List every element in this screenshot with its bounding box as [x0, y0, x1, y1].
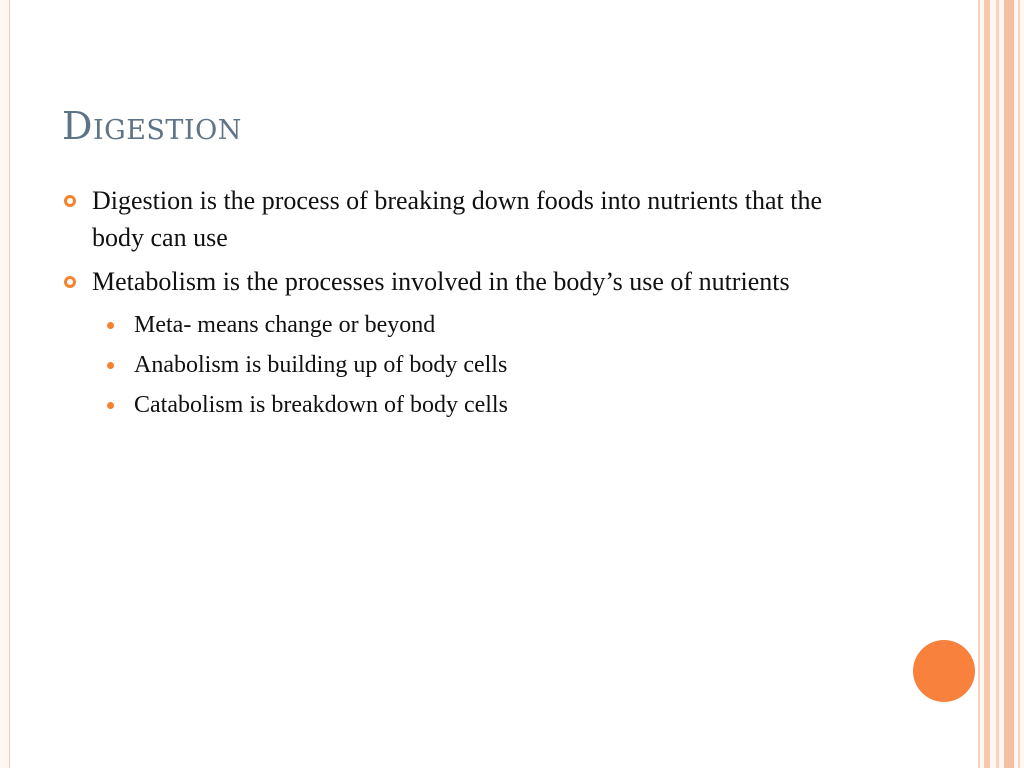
sub-bullet-item [62, 387, 862, 423]
ring-bullet-icon [64, 276, 76, 288]
bullet-text: Digestion is the process of breaking down foods into nutrients that the body can use [92, 186, 823, 252]
right-decor-stripe [1004, 0, 1014, 768]
sub-bullet-text: Anabolism is building up of body cells [134, 352, 508, 378]
left-frame-border [0, 0, 10, 768]
bullet-item [62, 182, 862, 256]
sub-bullet-item [62, 347, 862, 383]
dot-bullet-icon [107, 322, 114, 329]
sub-bullet-text: Catabolism is breakdown of body cells [134, 392, 508, 418]
ring-bullet-icon [64, 195, 76, 207]
right-decor-stripe [984, 0, 990, 768]
dot-bullet-icon [107, 402, 114, 409]
orange-circle-decoration [913, 640, 975, 702]
right-decor-stripe [1018, 0, 1020, 768]
right-decor-stripe [996, 0, 999, 768]
right-decor-stripe [978, 0, 980, 768]
sub-bullet-text: Meta- means change or beyond [134, 312, 436, 338]
dot-bullet-icon [107, 362, 114, 369]
slide-content [62, 182, 862, 427]
slide-title: Digestion [62, 104, 242, 148]
bullet-item [62, 263, 862, 300]
sub-bullet-item [62, 307, 862, 343]
bullet-text: Metabolism is the processes involved in the body’s use of nutrients [92, 267, 790, 296]
